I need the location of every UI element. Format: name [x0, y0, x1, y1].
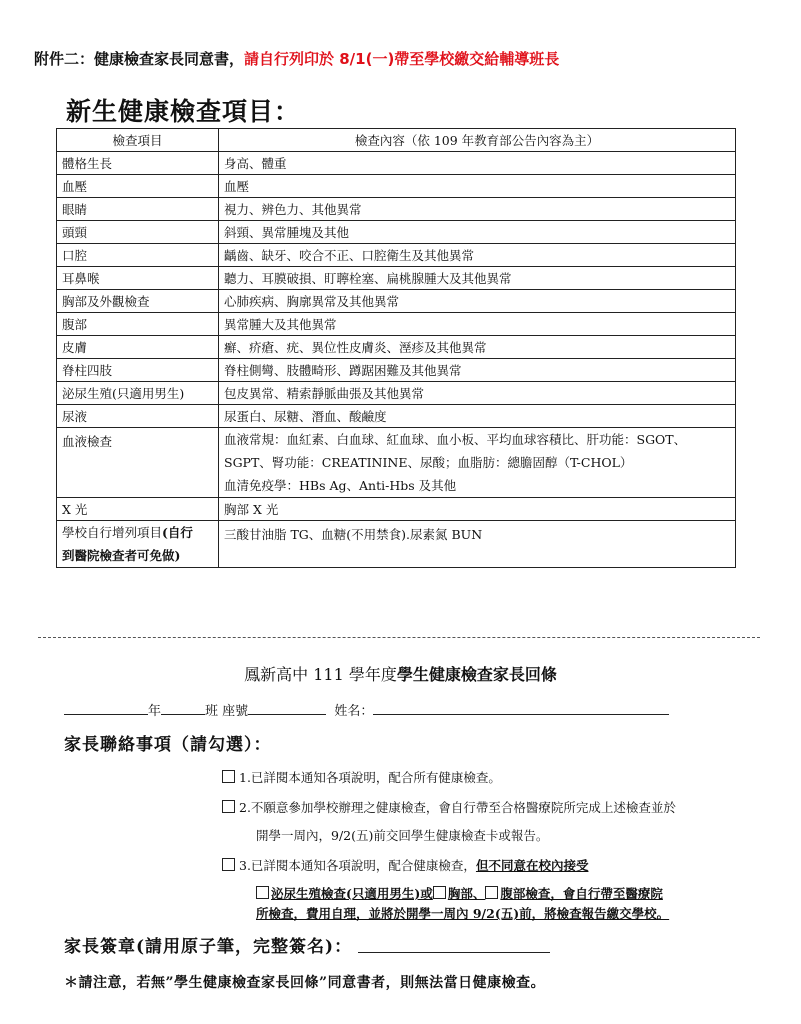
reply-slip-title — [0, 662, 801, 685]
option-2 — [222, 798, 676, 816]
exam-item: X 光 — [57, 498, 219, 521]
table-row-blood — [57, 428, 736, 498]
exam-item: 皮膚 — [57, 336, 219, 359]
exam-content: 三酸甘油脂 TG、血糖(不用禁食).尿素氮 BUN — [219, 521, 736, 568]
exam-content: 心肺疾病、胸廓異常及其他異常 — [219, 290, 736, 313]
table-row — [57, 244, 736, 267]
table-header-row — [57, 129, 736, 152]
exam-items-table — [56, 128, 736, 568]
exam-content: 脊柱側彎、肢體畸形、蹲踞困難及其他異常 — [219, 359, 736, 382]
table-row — [57, 498, 736, 521]
exam-content: 癬、疥瘡、疣、異位性皮膚炎、溼疹及其他異常 — [219, 336, 736, 359]
chest-checkbox[interactable] — [433, 886, 446, 899]
exam-item-school — [57, 521, 219, 568]
table-row — [57, 359, 736, 382]
school-item-note-a: (自行 — [162, 525, 193, 540]
grade-field[interactable] — [64, 702, 148, 715]
student-info-row — [64, 700, 669, 719]
exam-item: 泌尿生殖(只適用男生) — [57, 382, 219, 405]
consent-note: ＊請注意，若無”學生健康檢查家長回條”同意書者，則無法當日健康檢查。 — [64, 975, 546, 991]
exam-content: 異常腫大及其他異常 — [219, 313, 736, 336]
col-header-content: 檢查內容（依 109 年教育部公告內容為主） — [219, 129, 736, 152]
exam-item: 眼睛 — [57, 198, 219, 221]
table-row — [57, 290, 736, 313]
name-label: 姓名： — [334, 704, 374, 719]
option-3-checkbox[interactable] — [222, 858, 235, 871]
exam-item: 血液檢查 — [57, 428, 219, 498]
option-1 — [222, 768, 501, 786]
table-row — [57, 336, 736, 359]
table-row — [57, 221, 736, 244]
option-3-emphasis: 但不同意在校內接受 — [475, 858, 589, 873]
chest-label: 胸部、 — [447, 886, 486, 901]
blood-line-3: 血清免疫學：HBs Ag、Anti-Hbs 及其他 — [224, 478, 457, 493]
exam-item: 耳鼻喉 — [57, 267, 219, 290]
slip-title-form: 學生健康檢查家長回條 — [396, 665, 557, 684]
exam-item: 頭頸 — [57, 221, 219, 244]
exam-item: 脊柱四肢 — [57, 359, 219, 382]
urogenital-label: 泌尿生殖檢查(只適用男生)或 — [271, 886, 433, 901]
exam-content-blood — [219, 428, 736, 498]
option-3 — [222, 856, 588, 874]
seat-field[interactable] — [248, 702, 326, 715]
class-field[interactable] — [161, 702, 205, 715]
exam-content: 胸部 X 光 — [219, 498, 736, 521]
option-2-continued: 開學一周內，9/2(五)前交回學生健康檢查卡或報告。 — [256, 828, 549, 843]
exam-content: 血壓 — [219, 175, 736, 198]
abdomen-checkbox[interactable] — [485, 886, 498, 899]
table-row — [57, 198, 736, 221]
exam-item: 體格生長 — [57, 152, 219, 175]
exam-content: 聽力、耳膜破損、盯聹栓塞、扁桃腺腫大及其他異常 — [219, 267, 736, 290]
exam-item: 腹部 — [57, 313, 219, 336]
parent-signature-field[interactable] — [358, 952, 550, 953]
exam-item: 血壓 — [57, 175, 219, 198]
table-row — [57, 152, 736, 175]
school-item-label: 學校自行增列項目 — [62, 525, 163, 540]
exam-item: 口腔 — [57, 244, 219, 267]
option-2-label: 2.不願意參加學校辦理之健康檢查，會自行帶至合格醫療院所完成上述檢查並於 — [239, 800, 676, 815]
blood-line-1: 血液常規：血紅素、白血球、紅血球、血小板、平均血球容積比、肝功能：SGOT、 — [224, 432, 687, 447]
col-header-item: 檢查項目 — [57, 129, 219, 152]
option-1-label: 1.已詳閱本通知各項說明，配合所有健康檢查。 — [239, 770, 501, 785]
table-row — [57, 405, 736, 428]
page-title: 新生健康檢查項目： — [66, 97, 301, 126]
exam-content: 視力、辨色力、其他異常 — [219, 198, 736, 221]
exam-content: 斜頸、異常腫塊及其他 — [219, 221, 736, 244]
exam-content: 尿蛋白、尿糖、潛血、酸鹼度 — [219, 405, 736, 428]
attachment-header — [34, 48, 559, 69]
parent-signature-label: 家長簽章(請用原子筆，完整簽名)： — [64, 937, 353, 957]
exam-item: 尿液 — [57, 405, 219, 428]
table-row — [57, 382, 736, 405]
table-row — [57, 313, 736, 336]
abdomen-label: 腹部檢查，會自行帶至醫療院 — [500, 886, 663, 901]
urogenital-checkbox[interactable] — [256, 886, 269, 899]
slip-title-school: 鳳新高中 111 學年度 — [244, 665, 397, 684]
header-prefix: 附件二：健康檢查家長同意書， — [34, 50, 245, 68]
blood-line-2: SGPT、腎功能：CREATININE、尿酸；血脂肪：總膽固醇（T-CHOL） — [224, 455, 633, 470]
contact-section-title: 家長聯絡事項（請勾選）： — [64, 735, 272, 755]
school-item-note-b: 到醫院檢查者可免做) — [62, 548, 181, 563]
table-row — [57, 267, 736, 290]
name-field[interactable] — [373, 702, 669, 715]
option-2-checkbox[interactable] — [222, 800, 235, 813]
option-3-sub-choices — [256, 884, 663, 902]
option-3-sub-continued: 所檢查，費用自理，並將於開學一周內 9/2(五)前，將檢查報告繳交學校。 — [256, 906, 670, 921]
header-instruction: 請自行列印於 8/1(一)帶至學校繳交給輔導班長 — [244, 50, 560, 68]
exam-item: 胸部及外觀檢查 — [57, 290, 219, 313]
exam-content: 身高、體重 — [219, 152, 736, 175]
exam-content: 包皮異常、精索靜脈曲張及其他異常 — [219, 382, 736, 405]
exam-content: 齲齒、缺牙、咬合不正、口腔衛生及其他異常 — [219, 244, 736, 267]
table-row-school — [57, 521, 736, 568]
option-3-label: 3.已詳閱本通知各項說明，配合健康檢查， — [239, 858, 476, 873]
table-row — [57, 175, 736, 198]
grade-label: 年 — [148, 704, 162, 719]
class-seat-label: 班 座號 — [205, 704, 249, 719]
cut-line-divider — [38, 637, 760, 638]
option-1-checkbox[interactable] — [222, 770, 235, 783]
